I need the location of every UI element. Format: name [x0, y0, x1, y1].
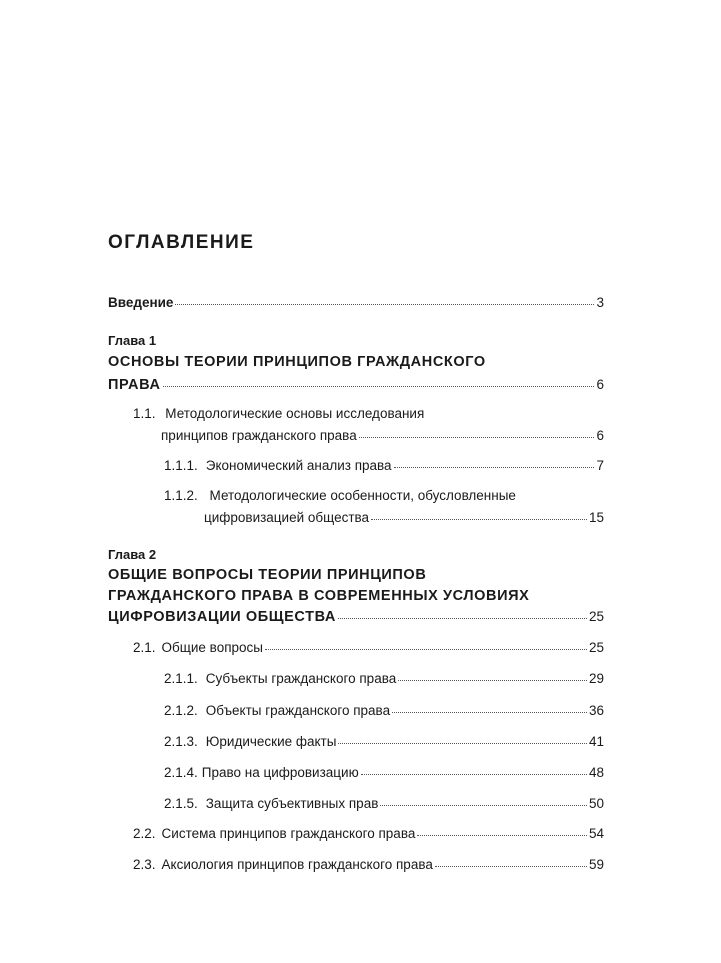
section-label-line2: цифровизацией общества [204, 510, 370, 525]
dot-leader [175, 304, 594, 305]
toc-page-number: 59 [588, 857, 604, 872]
section-label: Общие вопросы [161, 640, 263, 655]
dot-leader [417, 835, 587, 836]
chapter-2-title-line3: ЦИФРОВИЗАЦИИ ОБЩЕСТВА [108, 609, 336, 625]
dot-leader [398, 680, 587, 681]
chapter-1-title-line1: ОСНОВЫ ТЕОРИИ ПРИНЦИПОВ ГРАЖДАНСКОГО [108, 354, 486, 370]
section-label: Система принципов гражданского права [161, 826, 416, 841]
toc-entry-2-1-3[interactable] [164, 734, 604, 749]
toc-page-number: 54 [588, 826, 604, 841]
dot-leader [371, 519, 587, 520]
toc-entry-1-1-1[interactable] [164, 458, 604, 473]
toc-entry-2-1-1[interactable] [164, 671, 604, 686]
section-number: 2.1.1. [164, 671, 198, 686]
chapter-2-title-line1: ОБЩИЕ ВОПРОСЫ ТЕОРИИ ПРИНЦИПОВ [108, 567, 427, 583]
section-number: 2.2. [133, 826, 156, 841]
toc-page-number: 15 [588, 510, 604, 525]
section-number: 2.1.3. [164, 734, 198, 749]
toc-entry-label: Введение [108, 295, 174, 310]
dot-leader [359, 437, 595, 438]
dot-leader [392, 712, 587, 713]
toc-entry-1-1-2[interactable] [204, 510, 604, 525]
toc-entry-2-1-5[interactable] [164, 796, 604, 811]
chapter-2-head: Глава 2 [108, 547, 157, 562]
toc-page-number: 3 [596, 295, 604, 310]
dot-leader [338, 618, 587, 619]
toc-entry-2-1-4[interactable] [164, 765, 604, 780]
section-number: 1.1.2. [164, 488, 198, 503]
toc-page-number: 29 [588, 671, 604, 686]
section-label: Защита субъективных прав [205, 796, 379, 811]
dot-leader [338, 743, 587, 744]
toc-entry-intro[interactable] [108, 295, 604, 310]
dot-leader [380, 805, 587, 806]
toc-entry-1-1-line1[interactable] [133, 406, 424, 421]
section-number: 2.3. [133, 857, 156, 872]
toc-page-number: 25 [588, 609, 604, 624]
section-number: 2.1. [133, 640, 156, 655]
dot-leader [163, 386, 595, 387]
toc-page-number: 25 [588, 640, 604, 655]
toc-page-number: 41 [588, 734, 604, 749]
section-label-line1: Методологические основы исследования [165, 406, 425, 421]
section-number: 2.1.5. [164, 796, 198, 811]
dot-leader [394, 467, 595, 468]
dot-leader [361, 774, 587, 775]
toc-entry-2-3[interactable] [133, 857, 604, 872]
section-number: 2.1.2. [164, 703, 198, 718]
dot-leader [435, 866, 587, 867]
chapter-2-title-line2: ГРАЖДАНСКОГО ПРАВА В СОВРЕМЕННЫХ УСЛОВИЯХ [108, 588, 530, 604]
toc-entry-1-1[interactable] [161, 428, 604, 443]
section-number: 1.1. [133, 406, 156, 421]
toc-entry-2-2[interactable] [133, 826, 604, 841]
section-label: Юридические факты [205, 734, 337, 749]
page-title: ОГЛАВЛЕНИЕ [108, 232, 255, 253]
toc-page-number: 50 [588, 796, 604, 811]
section-label: Экономический анализ права [205, 458, 392, 473]
toc-page-number: 7 [596, 458, 604, 473]
toc-page-number: 6 [596, 377, 604, 392]
dot-leader [265, 649, 587, 650]
section-label: Объекты гражданского права [205, 703, 391, 718]
section-number: 1.1.1. [164, 458, 198, 473]
toc-entry-chapter-1[interactable] [108, 377, 604, 393]
section-number: 2.1.4. [164, 765, 198, 780]
toc-entry-2-1-2[interactable] [164, 703, 604, 718]
toc-entry-chapter-2[interactable] [108, 609, 604, 625]
toc-page-number: 36 [588, 703, 604, 718]
section-label: Право на цифровизацию [201, 765, 359, 780]
chapter-1-title-line2: ПРАВА [108, 377, 161, 393]
section-label-line1: Методологические особенности, обусловленные [209, 488, 516, 503]
chapter-1-head: Глава 1 [108, 333, 157, 348]
section-label: Субъекты гражданского права [205, 671, 397, 686]
toc-page-number: 48 [588, 765, 604, 780]
toc-page-number: 6 [596, 428, 604, 443]
section-label: Аксиология принципов гражданского права [161, 857, 433, 872]
section-label-line2: принципов гражданского права [161, 428, 357, 443]
toc-entry-1-1-2-line1[interactable] [164, 488, 516, 503]
toc-entry-2-1[interactable] [133, 640, 604, 655]
